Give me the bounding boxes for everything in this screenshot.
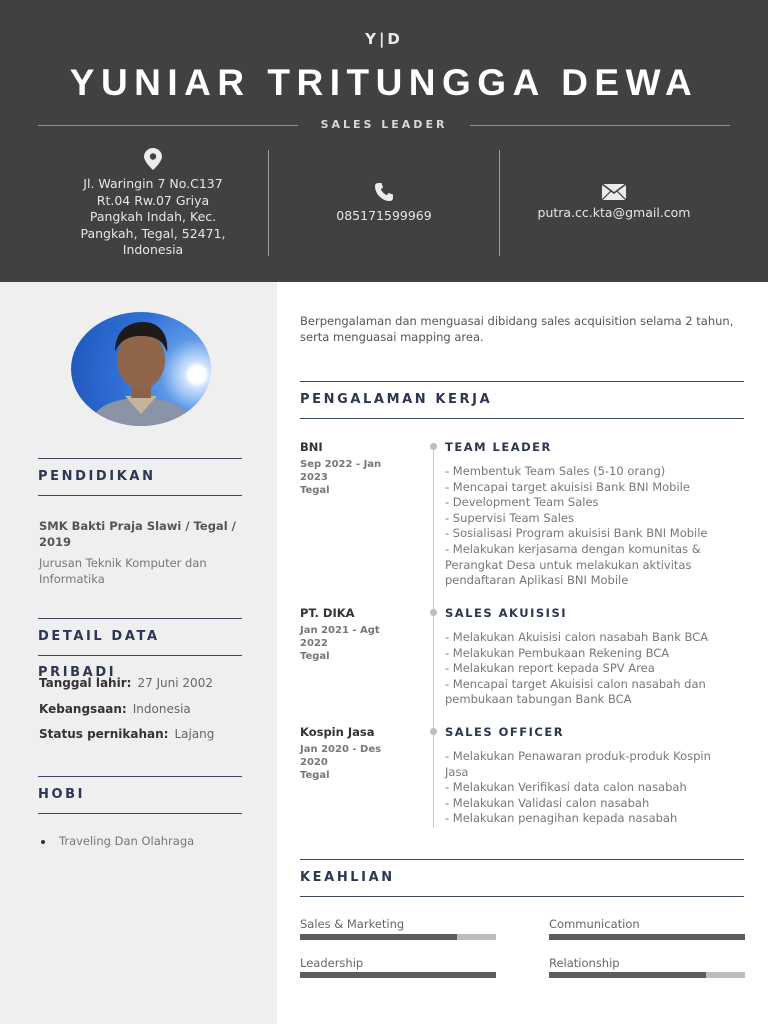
task-item: - Melakukan Pembukaan Rekening BCA <box>445 645 670 660</box>
profile-photo <box>71 312 211 426</box>
phone-block <box>269 182 499 290</box>
job-title: SALES OFFICER <box>445 725 565 739</box>
field-value: Indonesia <box>132 702 191 716</box>
task-item: - Mencapai target Akuisisi calon nasabah dan pembukaan tabungan Bank BCA <box>445 676 706 707</box>
address-line: Pangkah, Tegal, 52471, <box>80 225 226 241</box>
header <box>0 0 768 282</box>
job-tasks <box>445 464 745 589</box>
location-pin-icon <box>144 148 162 170</box>
address-line: Rt.04 Rw.07 Griya <box>96 192 210 208</box>
skill-fill <box>549 972 706 978</box>
nationality-row <box>39 702 191 716</box>
task-item: - Melakukan kerjasama dengan komunitas & Perangkat Desa untuk melakukan aktivitas pendaftaran Aplikasi BNI Mobile <box>445 541 701 588</box>
task-item: - Membentuk Team Sales (5-10 orang) <box>445 464 666 478</box>
skill-bar <box>300 934 496 940</box>
envelope-icon <box>602 184 626 200</box>
divider-right <box>470 125 730 126</box>
job-title: TEAM LEADER <box>445 440 552 454</box>
education-heading: PENDIDIKAN <box>38 458 242 496</box>
field-value: Lajang <box>174 727 215 741</box>
task-item: - Melakukan Penawaran produk-produk Kospin Jasa <box>445 749 711 779</box>
monogram: Y|D <box>365 30 403 48</box>
task-item: - Development Team Sales <box>445 495 599 510</box>
job-period: Jan 2020 - Des 2020 Tegal <box>300 744 382 781</box>
company-name: Kospin Jasa <box>300 725 375 739</box>
birth-date-row <box>39 676 213 690</box>
field-label: Kebangsaan: <box>39 702 127 716</box>
timeline-dot <box>430 443 437 450</box>
experience-heading: PENGALAMAN KERJA <box>300 381 744 419</box>
phone-icon <box>374 182 394 202</box>
address-block <box>38 148 268 256</box>
address-line: Pangkah Indah, Kec. <box>89 209 217 224</box>
education-major: Jurusan Teknik Komputer dan Informatika <box>39 556 207 586</box>
task-item: - Melakukan Validasi calon nasabah <box>445 795 650 810</box>
skill-name: Communication <box>549 917 640 931</box>
skills-heading: KEAHLIAN <box>300 859 744 897</box>
task-item: - Supervisi Team Sales <box>445 510 574 525</box>
email-block <box>500 184 728 292</box>
task-item: - Mencapai target akuisisi Bank BNI Mobile <box>445 479 690 494</box>
skill-fill <box>300 972 496 978</box>
field-label: Tanggal lahir: <box>39 676 132 690</box>
skill-bar <box>300 972 496 978</box>
timeline-line <box>433 444 434 828</box>
company-name: BNI <box>300 440 323 454</box>
timeline-dot <box>430 609 437 616</box>
timeline-dot <box>430 728 437 735</box>
job-tasks <box>445 630 745 708</box>
task-item: - Melakukan report kepada SPV Area <box>445 661 655 676</box>
address-line: Jl. Waringin 7 No.C137 <box>83 176 223 191</box>
skill-bar <box>549 934 745 940</box>
task-item: - Melakukan Verifikasi data calon nasabah <box>445 780 687 795</box>
skill-bar <box>549 972 745 978</box>
personal-details-heading: DETAIL DATA PRIBADI <box>38 618 242 656</box>
divider-left <box>38 125 298 126</box>
skill-name: Relationship <box>549 956 620 970</box>
skill-name: Sales & Marketing <box>300 917 405 931</box>
task-item: - Melakukan Akuisisi calon nasabah Bank BCA <box>445 630 709 644</box>
hobby-item: Traveling Dan Olahraga <box>41 834 194 848</box>
field-label: Status pernikahan: <box>39 727 169 741</box>
field-value: 27 Juni 2002 <box>137 676 213 690</box>
person-silhouette-icon <box>71 312 211 426</box>
task-item: - Sosialisasi Program akuisisi Bank BNI Mobile <box>445 526 708 541</box>
phone-number[interactable]: 085171599969 <box>336 208 432 223</box>
email-address[interactable]: putra.cc.kta@gmail.com <box>537 205 691 220</box>
job-period: Jan 2021 - Agt 2022 Tegal <box>300 625 380 662</box>
skill-fill <box>300 934 457 940</box>
marital-status-row <box>39 727 214 741</box>
skill-fill <box>549 934 745 940</box>
company-name: PT. DIKA <box>300 606 355 620</box>
education-school: SMK Bakti Praja Slawi / Tegal / 2019 <box>39 519 236 549</box>
candidate-name: YUNIAR TRITUNGGA DEWA <box>69 62 699 103</box>
address-line: Indonesia <box>122 242 184 257</box>
skill-name: Leadership <box>300 956 364 970</box>
task-item: - Melakukan penagihan kepada nasabah <box>445 811 678 826</box>
bullet-icon <box>41 840 45 844</box>
job-role: SALES LEADER <box>320 118 448 131</box>
hobby-heading: HOBI <box>38 776 242 814</box>
job-tasks <box>445 749 745 827</box>
job-period: Sep 2022 - Jan 2023 Tegal <box>300 459 382 496</box>
profile-summary: Berpengalaman dan menguasai dibidang sales acquisition selama 2 tahun, serta menguasai mapping area. <box>300 314 734 344</box>
job-title: SALES AKUISISI <box>445 606 568 620</box>
